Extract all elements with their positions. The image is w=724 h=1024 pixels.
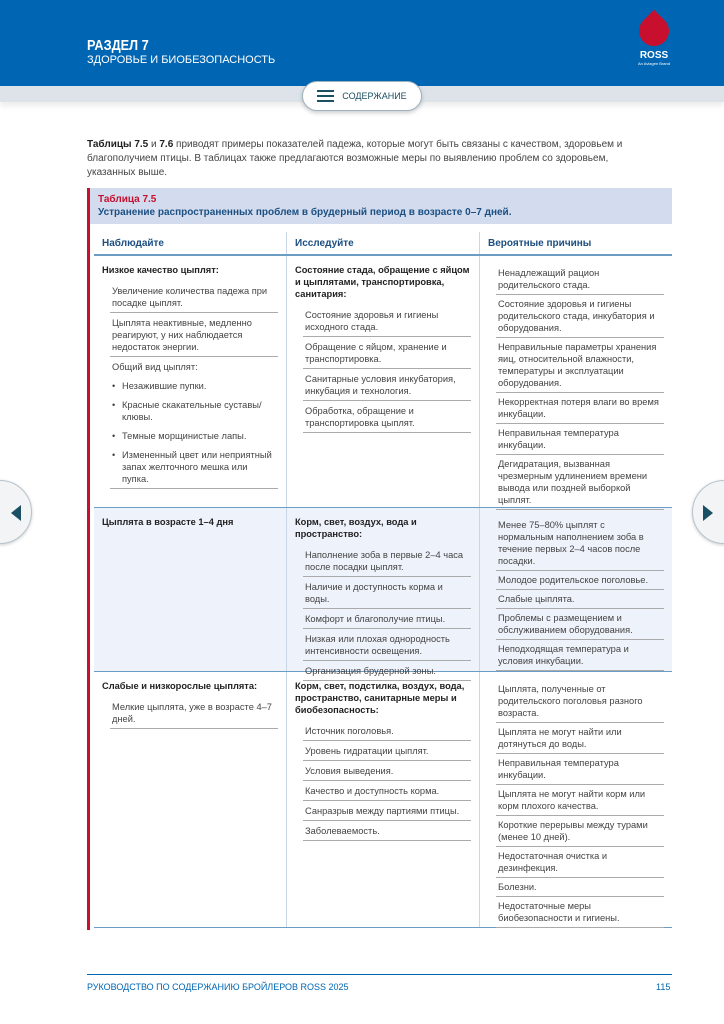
logo-drop-icon — [633, 10, 675, 52]
section-title: ЗДОРОВЬЕ И БИОБЕЗОПАСНОСТЬ — [87, 54, 276, 66]
list-item: Мелкие цыплята, уже в возрасте 4–7 дней. — [110, 697, 278, 729]
contents-label: СОДЕРЖАНИЕ — [342, 91, 407, 101]
intro-text: и — [148, 139, 160, 150]
list-item: Обработка, обращение и транспортировка цыплят. — [303, 401, 471, 433]
investigate-heading: Корм, свет, подстилка, воздух, вода, пространство, санитарные меры и биобезопасность: — [295, 681, 465, 715]
cause-item: Проблемы с размещением и обслуживанием оборудования. — [496, 609, 664, 640]
investigate-cell — [286, 672, 479, 927]
arrow-right-icon — [703, 505, 713, 521]
investigate-cell — [286, 256, 479, 507]
cause-item: Некорректная потеря влаги во время инкубации. — [496, 393, 664, 424]
list-item: Наличие и доступность корма и воды. — [303, 577, 471, 609]
intro-ref-1: Таблицы 7.5 — [87, 139, 149, 150]
footer-divider — [87, 974, 672, 975]
cause-item: Неправильные параметры хранения яиц, относительной влажности, температуры и эксплуатации оборудования. — [496, 338, 664, 393]
list-item: Условия выведения. — [303, 761, 471, 781]
investigate-heading: Корм, свет, воздух, вода и пространство: — [295, 517, 417, 539]
cause-item: Ненадлежащий рацион родительского стада. — [496, 264, 664, 295]
intro-text: приводят примеры показателей падежа, которые могут быть связаны с качеством, здоровьем и благополучием птицы. В таблицах также предлагаются возможные меры по выявлению проблем со здоровьем, указанных выше. — [87, 139, 623, 178]
list-item: Заболеваемость. — [303, 821, 471, 841]
table-row — [94, 256, 672, 508]
list-item: Цыплята неактивные, медленно реагируют, у них наблюдается недостаток энергии. — [110, 313, 278, 357]
list-item: Санразрыв между партиями птицы. — [303, 801, 471, 821]
observe-heading: Низкое качество цыплят: — [102, 265, 219, 275]
causes-cell — [479, 508, 672, 671]
cause-item: Цыплята не могут найти корм или корм плохого качества. — [496, 785, 664, 816]
next-page-button[interactable] — [692, 480, 724, 544]
list-item: Качество и доступность корма. — [303, 781, 471, 801]
cause-item: Менее 75–80% цыплят с нормальным наполнением зоба в течение первых 2–4 часов после посадки. — [496, 516, 664, 571]
ross-logo — [632, 16, 676, 72]
logo-tagline: An Aviagen Brand — [638, 61, 670, 66]
list-item: Организация брудерной зоны. — [303, 661, 471, 681]
observe-heading: Слабые и низкорослые цыплята: — [102, 681, 258, 691]
cause-item: Болезни. — [496, 878, 664, 897]
causes-cell — [479, 672, 672, 927]
table-caption — [90, 188, 672, 224]
list-item: • Измененный цвет или неприятный запах желточного мешка или пупка. — [110, 445, 278, 489]
cause-item: Неподходящая температура и условия инкубации. — [496, 640, 664, 671]
list-item: Увеличение количества падежа при посадке цыплят. — [110, 281, 278, 313]
cause-item: Дегидратация, вызванная чрезмерным удлинением времени вывода или поздней выборкой цыплят. — [496, 455, 664, 510]
list-item: Низкая или плохая однородность интенсивности освещения. — [303, 629, 471, 661]
footer-title: РУКОВОДСТВО ПО СОДЕРЖАНИЮ БРОЙЛЕРОВ ROSS 2025 — [87, 982, 349, 992]
cause-item: Недостаточные меры биобезопасности и гигиены. — [496, 897, 664, 928]
menu-icon — [317, 90, 334, 102]
contents-button[interactable] — [302, 81, 422, 111]
page-number: 115 — [656, 982, 671, 992]
cause-item: Цыплята не могут найти или дотянуться до воды. — [496, 723, 664, 754]
list-item: • Красные скакательные суставы/клювы. — [110, 395, 278, 426]
table-row — [94, 672, 672, 928]
arrow-left-icon — [11, 505, 21, 521]
table-accent-bar — [87, 188, 90, 930]
observe-cell — [94, 672, 286, 927]
list-item: • Темные морщинистые лапы. — [110, 426, 278, 445]
list-item: Наполнение зоба в первые 2–4 часа после посадки цыплят. — [303, 545, 471, 577]
observe-heading: Цыплята в возрасте 1–4 дня — [102, 517, 234, 527]
cause-item: Неправильная температура инкубации. — [496, 424, 664, 455]
cause-item: Молодое родительское поголовье. — [496, 571, 664, 590]
cause-item: Неправильная температура инкубации. — [496, 754, 664, 785]
observe-cell — [94, 256, 286, 507]
header-investigate: Исследуйте — [286, 232, 479, 254]
list-item: Состояние здоровья и гигиены исходного стада. — [303, 305, 471, 337]
cause-item: Недостаточная очистка и дезинфекция. — [496, 847, 664, 878]
list-item: Источник поголовья. — [303, 721, 471, 741]
investigate-cell — [286, 508, 479, 676]
header-observe: Наблюдайте — [102, 238, 164, 249]
list-item: • Незажившие пупки. — [110, 376, 278, 395]
cause-item: Состояние здоровья и гигиены родительского стада, инкубатория и оборудования. — [496, 295, 664, 338]
cause-item: Слабые цыплята. — [496, 590, 664, 609]
list-item: Комфорт и благополучие птицы. — [303, 609, 471, 629]
intro-paragraph — [87, 138, 657, 180]
investigate-heading: Состояние стада, обращение с яйцом и цыплятами, транспортировка, санитария: — [295, 265, 470, 299]
logo-text: ROSS — [639, 50, 669, 61]
previous-page-button[interactable] — [0, 480, 32, 544]
table-number: Таблица 7.5 — [98, 194, 157, 205]
troubleshooting-table — [94, 232, 672, 928]
header-causes: Вероятные причины — [479, 232, 672, 254]
list-item: Уровень гидратации цыплят. — [303, 741, 471, 761]
observe-cell — [94, 508, 286, 671]
section-header — [0, 0, 724, 86]
causes-cell — [479, 256, 672, 507]
intro-ref-2: 7.6 — [159, 139, 174, 150]
list-item: Общий вид цыплят: — [112, 362, 198, 372]
list-item: Санитарные условия инкубатория, инкубация и технология. — [303, 369, 471, 401]
table-row — [94, 508, 672, 676]
list-item: Обращение с яйцом, хранение и транспортировка. — [303, 337, 471, 369]
cause-item: Цыплята, полученные от родительского поголовья разного возраста. — [496, 680, 664, 723]
section-number: РАЗДЕЛ 7 — [87, 37, 149, 54]
cause-item: Короткие перерывы между турами (менее 10 дней). — [496, 816, 664, 847]
table-header — [94, 232, 672, 256]
table-title: Устранение распространенных проблем в брудерный период в возрасте 0–7 дней. — [98, 207, 512, 218]
